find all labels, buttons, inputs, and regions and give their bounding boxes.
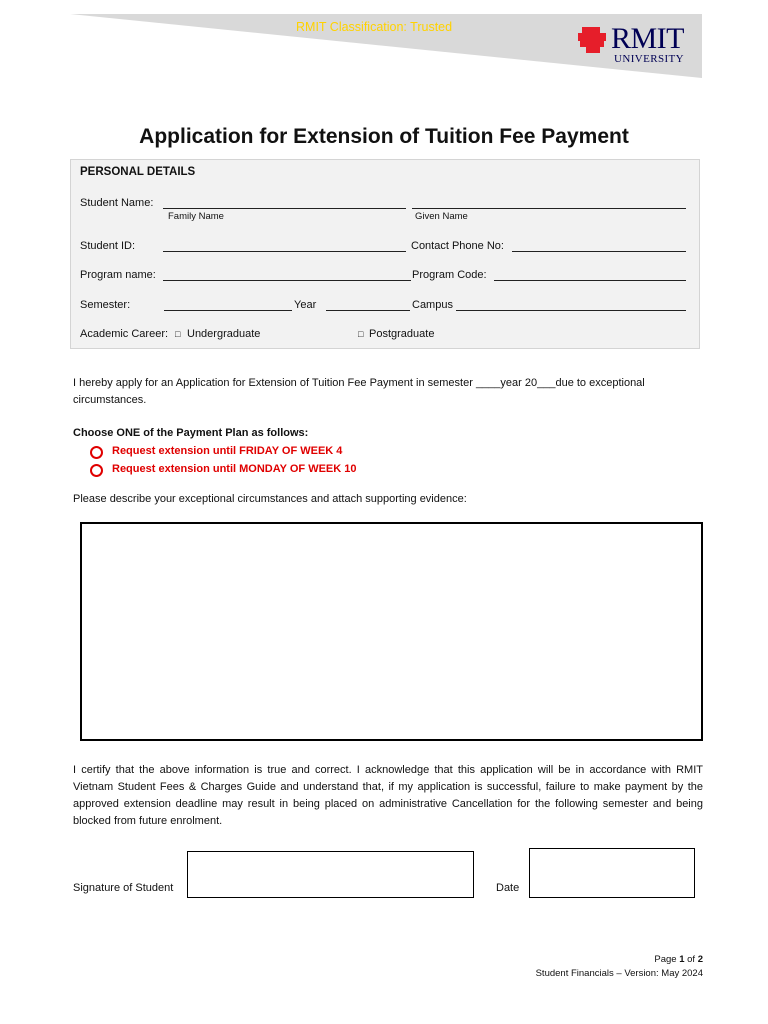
personal-details-heading: PERSONAL DETAILS [80, 166, 196, 178]
payment-option-week4-label: Request extension until FRIDAY OF WEEK 4 [112, 445, 343, 457]
program-name-label: Program name: [80, 269, 156, 281]
semester-label: Semester: [80, 299, 131, 311]
academic-career-label: Academic Career: [80, 328, 169, 340]
undergraduate-label: Undergraduate [187, 328, 261, 340]
family-name-field[interactable] [163, 208, 406, 209]
payment-option-week10-radio[interactable] [90, 464, 103, 477]
given-name-field[interactable] [412, 208, 686, 209]
payment-option-week10-label: Request extension until MONDAY OF WEEK 10 [112, 463, 357, 475]
signature-field[interactable] [187, 851, 474, 898]
student-id-field[interactable] [163, 251, 406, 252]
student-name-label: Student Name: [80, 197, 154, 209]
program-code-label: Program Code: [412, 269, 487, 281]
given-name-caption: Given Name [415, 211, 468, 222]
rmit-pixel-icon [578, 27, 610, 55]
version-label: Student Financials – Version: May 2024 [535, 968, 703, 979]
postgraduate-checkbox[interactable]: □ [358, 329, 364, 339]
payment-option-week4-radio[interactable] [90, 446, 103, 459]
classification-label: RMIT Classification: Trusted [296, 20, 453, 34]
date-label: Date [496, 882, 520, 894]
page-of: of [687, 954, 696, 965]
rmit-logo [578, 24, 702, 68]
postgraduate-label: Postgraduate [369, 328, 435, 340]
year-field[interactable] [326, 310, 410, 311]
certification-statement: I certify that the above information is true and correct. I acknowledge that this application will be in accordance with RMIT Vietnam Student Fees & Charges Guide and understand that, if my application is successful, failure to make payment by the approved extension deadline may result in being placed on administrative Cancellation for the following semester and being blocked from future enrolment. [73, 764, 703, 827]
logo-wordmark: RMIT [611, 22, 684, 55]
campus-field[interactable] [456, 310, 686, 311]
campus-label: Campus [412, 299, 453, 311]
page-word: Page [654, 954, 677, 965]
semester-field[interactable] [164, 310, 292, 311]
page-current: 1 [679, 954, 685, 965]
contact-phone-label: Contact Phone No: [411, 240, 504, 252]
page-total: 2 [697, 954, 703, 965]
circumstances-prompt: Please describe your exceptional circumstances and attach supporting evidence: [73, 493, 467, 505]
personal-details-section [70, 159, 700, 349]
family-name-caption: Family Name [168, 211, 224, 222]
application-statement: I hereby apply for an Application for Extension of Tuition Fee Payment in semester ____year 20___due to exceptional circumstances. [73, 377, 645, 406]
year-label: Year [294, 299, 317, 311]
page-title: Application for Extension of Tuition Fee Payment [139, 125, 629, 148]
date-field[interactable] [529, 848, 695, 898]
circumstances-textarea[interactable] [80, 522, 703, 741]
contact-phone-field[interactable] [512, 251, 686, 252]
program-name-field[interactable] [163, 280, 411, 281]
program-code-field[interactable] [494, 280, 686, 281]
student-id-label: Student ID: [80, 240, 136, 252]
logo-subtitle: UNIVERSITY [614, 53, 684, 65]
undergraduate-checkbox[interactable]: □ [175, 329, 181, 339]
page-number [654, 954, 703, 965]
payment-plan-heading: Choose ONE of the Payment Plan as follows: [73, 427, 309, 439]
signature-label: Signature of Student [73, 882, 174, 894]
